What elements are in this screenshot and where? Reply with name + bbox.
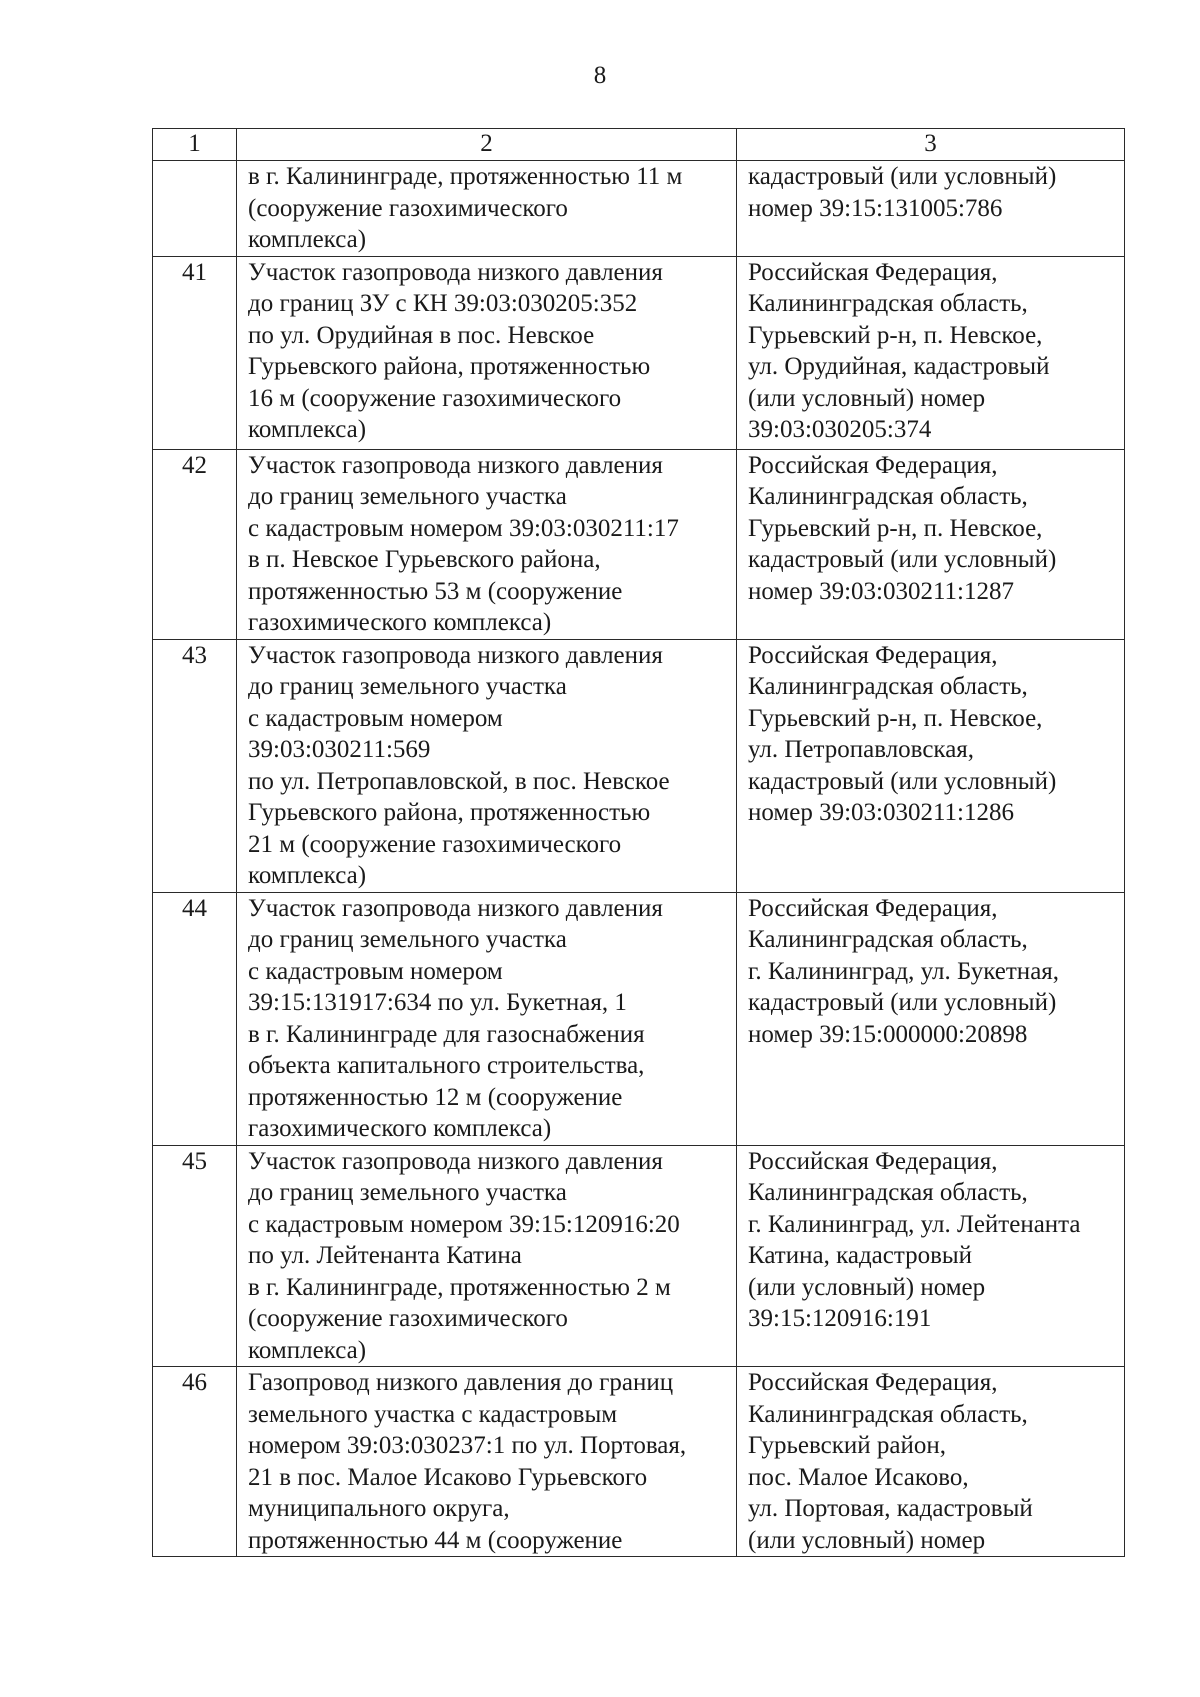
description-line: комплекса): [248, 1336, 367, 1364]
row-location: [737, 1145, 1125, 1367]
description-line: в г. Калининграде, протяженностью 2 м: [248, 1273, 671, 1301]
row-description: [237, 256, 737, 449]
row-location: [737, 1367, 1125, 1557]
row-number: 43: [153, 639, 237, 892]
table-header-row: [153, 129, 1125, 161]
location-line: Гурьевский р-н, п. Невское,: [748, 514, 1043, 542]
column-header-location: 3: [737, 129, 1125, 161]
description-line: с кадастровым номером: [248, 957, 503, 985]
location-line: кадастровый (или условный): [748, 163, 1057, 190]
description-line: в п. Невское Гурьевского района,: [248, 546, 601, 573]
description-line: комплекса): [248, 862, 367, 889]
location-line: Гурьевский район,: [748, 1432, 947, 1459]
location-line: Катина, кадастровый: [748, 1242, 973, 1269]
row-number: 46: [153, 1367, 237, 1557]
description-line: Участок газопровода низкого давления: [248, 1147, 663, 1175]
description-line: Участок газопровода низкого давления: [248, 258, 663, 286]
row-number: [153, 161, 237, 257]
description-line: Газопровод низкого давления до границ: [248, 1369, 674, 1396]
description-line: газохимического комплекса): [248, 609, 552, 636]
location-line: Российская Федерация,: [748, 1147, 998, 1175]
location-line: пос. Малое Исаково,: [748, 1463, 969, 1491]
row-description: [237, 1145, 737, 1367]
location-line: 39:03:030205:374: [748, 416, 932, 443]
location-line: Калининградская область,: [748, 1179, 1028, 1206]
description-line: объекта капитального строительства,: [248, 1052, 645, 1079]
location-line: (или условный) номер: [748, 1273, 986, 1301]
description-line: с кадастровым номером 39:03:030211:17: [248, 514, 679, 542]
description-line: муниципального округа,: [248, 1495, 510, 1522]
row-description: [237, 161, 737, 257]
description-line: до границ земельного участка: [248, 926, 567, 953]
table-row: [153, 892, 1125, 1145]
table-row: [153, 639, 1125, 892]
location-line: Российская Федерация,: [748, 258, 998, 286]
description-line: газохимического комплекса): [248, 1115, 552, 1142]
column-header-number: 1: [153, 129, 237, 161]
description-line: Участок газопровода низкого давления: [248, 641, 663, 669]
location-line: номер 39:15:000000:20898: [748, 1020, 1028, 1048]
description-line: протяженностью 44 м (сооружение: [248, 1526, 623, 1554]
location-line: Гурьевский р-н, п. Невское,: [748, 321, 1043, 349]
row-number: 45: [153, 1145, 237, 1367]
table-row: [153, 1145, 1125, 1367]
row-location: [737, 449, 1125, 639]
location-line: (или условный) номер: [748, 1526, 986, 1554]
description-line: (сооружение газохимического: [248, 1305, 568, 1332]
row-description: [237, 1367, 737, 1557]
row-location: [737, 639, 1125, 892]
table-row: [153, 1367, 1125, 1557]
location-line: Калининградская область,: [748, 673, 1028, 700]
description-line: до границ земельного участка: [248, 673, 567, 700]
row-location: [737, 161, 1125, 257]
location-line: Российская Федерация,: [748, 451, 998, 479]
description-line: с кадастровым номером: [248, 704, 503, 732]
description-line: протяженностью 53 м (сооружение: [248, 577, 623, 605]
description-line: по ул. Орудийная в пос. Невское: [248, 321, 595, 349]
location-line: 39:15:120916:191: [748, 1305, 932, 1332]
location-line: Гурьевский р-н, п. Невское,: [748, 704, 1043, 732]
location-line: кадастровый (или условный): [748, 989, 1057, 1016]
table-row: [153, 449, 1125, 639]
location-line: (или условный) номер: [748, 384, 986, 412]
description-line: Гурьевского района, протяженностью: [248, 799, 651, 826]
location-line: Российская Федерация,: [748, 894, 998, 922]
location-line: г. Калининград, ул. Букетная,: [748, 957, 1060, 985]
row-number: 42: [153, 449, 237, 639]
row-description: [237, 892, 737, 1145]
description-line: 21 м (сооружение газохимического: [248, 830, 622, 858]
location-line: г. Калининград, ул. Лейтенанта: [748, 1210, 1081, 1238]
row-number: 41: [153, 256, 237, 449]
table-row: [153, 161, 1125, 257]
description-line: комплекса): [248, 416, 367, 443]
row-description: [237, 639, 737, 892]
location-line: Калининградская область,: [748, 290, 1028, 317]
location-line: номер 39:03:030211:1286: [748, 799, 1014, 826]
row-location: [737, 892, 1125, 1145]
row-number: 44: [153, 892, 237, 1145]
location-line: ул. Орудийная, кадастровый: [748, 353, 1050, 380]
description-line: (сооружение газохимического: [248, 194, 568, 222]
description-line: в г. Калининграде для газоснабжения: [248, 1020, 645, 1048]
location-line: номер 39:15:131005:786: [748, 194, 1003, 222]
location-line: Российская Федерация,: [748, 641, 998, 669]
location-line: ул. Портовая, кадастровый: [748, 1495, 1033, 1522]
location-line: Калининградская область,: [748, 483, 1028, 510]
description-line: протяженностью 12 м (сооружение: [248, 1083, 623, 1111]
description-line: 16 м (сооружение газохимического: [248, 384, 622, 412]
location-line: Российская Федерация,: [748, 1369, 998, 1396]
row-description: [237, 449, 737, 639]
location-line: номер 39:03:030211:1287: [748, 577, 1014, 605]
location-line: кадастровый (или условный): [748, 546, 1057, 573]
description-line: комплекса): [248, 226, 367, 253]
description-line: земельного участка с кадастровым: [248, 1400, 618, 1428]
description-line: до границ земельного участка: [248, 483, 567, 510]
description-line: с кадастровым номером 39:15:120916:20: [248, 1210, 680, 1238]
row-location: [737, 256, 1125, 449]
description-line: до границ земельного участка: [248, 1179, 567, 1206]
description-line: 21 в пос. Малое Исаково Гурьевского: [248, 1463, 648, 1491]
description-line: до границ ЗУ с КН 39:03:030205:352: [248, 290, 638, 317]
description-line: по ул. Петропавловской, в пос. Невское: [248, 767, 670, 795]
location-line: ул. Петропавловская,: [748, 736, 975, 763]
column-header-description: 2: [237, 129, 737, 161]
description-line: 39:03:030211:569: [248, 736, 431, 763]
location-line: Калининградская область,: [748, 926, 1028, 953]
objects-table: [152, 128, 1125, 1557]
description-line: Участок газопровода низкого давления: [248, 894, 663, 922]
description-line: 39:15:131917:634 по ул. Букетная, 1: [248, 989, 627, 1016]
description-line: Участок газопровода низкого давления: [248, 451, 663, 479]
description-line: по ул. Лейтенанта Катина: [248, 1242, 522, 1269]
description-line: номером 39:03:030237:1 по ул. Портовая,: [248, 1432, 687, 1459]
location-line: Калининградская область,: [748, 1400, 1028, 1428]
page-number: 8: [593, 62, 607, 89]
location-line: кадастровый (или условный): [748, 767, 1057, 795]
table-row: [153, 256, 1125, 449]
description-line: в г. Калининграде, протяженностью 11 м: [248, 163, 683, 190]
description-line: Гурьевского района, протяженностью: [248, 353, 651, 380]
